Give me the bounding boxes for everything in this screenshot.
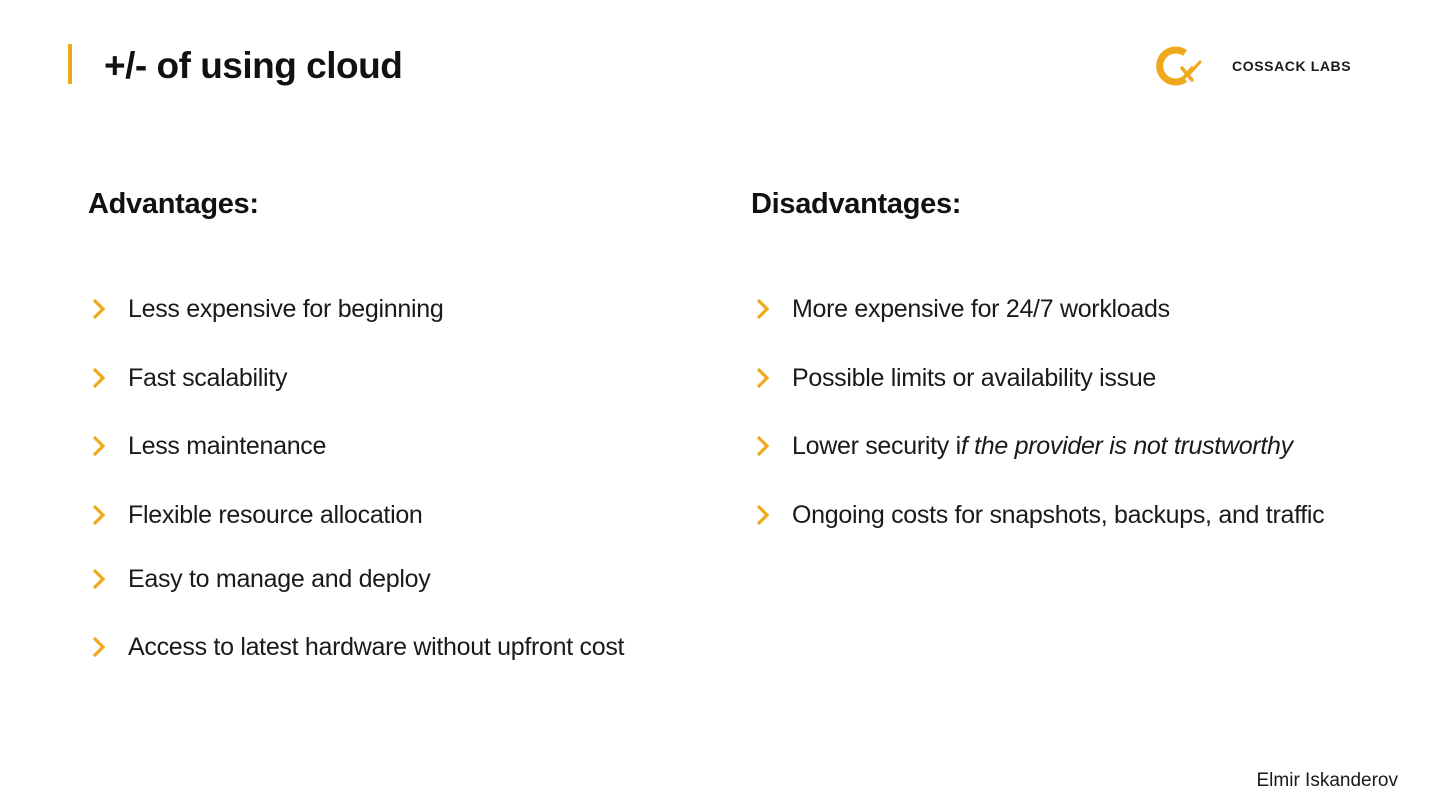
advantage-item <box>90 561 430 597</box>
disadvantages-heading: Disadvantages: <box>751 188 962 220</box>
title-accent-bar <box>68 44 72 84</box>
chevron-right-icon <box>90 629 110 665</box>
disadvantage-text-regular: Lower security i <box>792 431 961 460</box>
author-name: Elmir Iskanderov <box>1256 770 1398 791</box>
disadvantage-text <box>792 432 1293 461</box>
disadvantage-item <box>754 291 1170 327</box>
logo <box>1156 44 1351 88</box>
advantage-text: Flexible resource allocation <box>128 500 423 529</box>
chevron-right-icon <box>90 291 110 327</box>
advantage-text: Less maintenance <box>128 431 327 460</box>
disadvantage-text: Ongoing costs for snapshots, backups, and traffic <box>792 500 1325 529</box>
advantage-item <box>90 291 443 327</box>
disadvantage-text: Possible limits or availability issue <box>792 363 1157 392</box>
disadvantage-text: More expensive for 24/7 workloads <box>792 294 1170 323</box>
advantage-item <box>90 360 287 396</box>
chevron-right-icon <box>754 360 774 396</box>
advantage-text: Less expensive for beginning <box>128 294 444 323</box>
chevron-right-icon <box>90 360 110 396</box>
advantage-item <box>90 629 624 665</box>
cossack-labs-logo-icon <box>1156 45 1204 87</box>
advantage-item <box>90 497 423 533</box>
advantage-text: Access to latest hardware without upfront cost <box>128 632 625 661</box>
chevron-right-icon <box>90 561 110 597</box>
disadvantage-item <box>754 428 1293 464</box>
advantage-text: Fast scalability <box>128 363 288 392</box>
chevron-right-icon <box>90 497 110 533</box>
logo-text: COSSACK LABS <box>1232 58 1352 74</box>
page-title: +/- of using cloud <box>104 45 403 86</box>
advantage-text: Easy to manage and deploy <box>128 564 431 593</box>
disadvantage-item <box>754 497 1324 533</box>
chevron-right-icon <box>754 291 774 327</box>
chevron-right-icon <box>754 428 774 464</box>
chevron-right-icon <box>754 497 774 533</box>
disadvantage-text-italic: f the provider is not trustworthy <box>960 431 1293 460</box>
advantages-heading: Advantages: <box>88 188 259 220</box>
disadvantage-item <box>754 360 1156 396</box>
advantage-item <box>90 428 326 464</box>
chevron-right-icon <box>90 428 110 464</box>
